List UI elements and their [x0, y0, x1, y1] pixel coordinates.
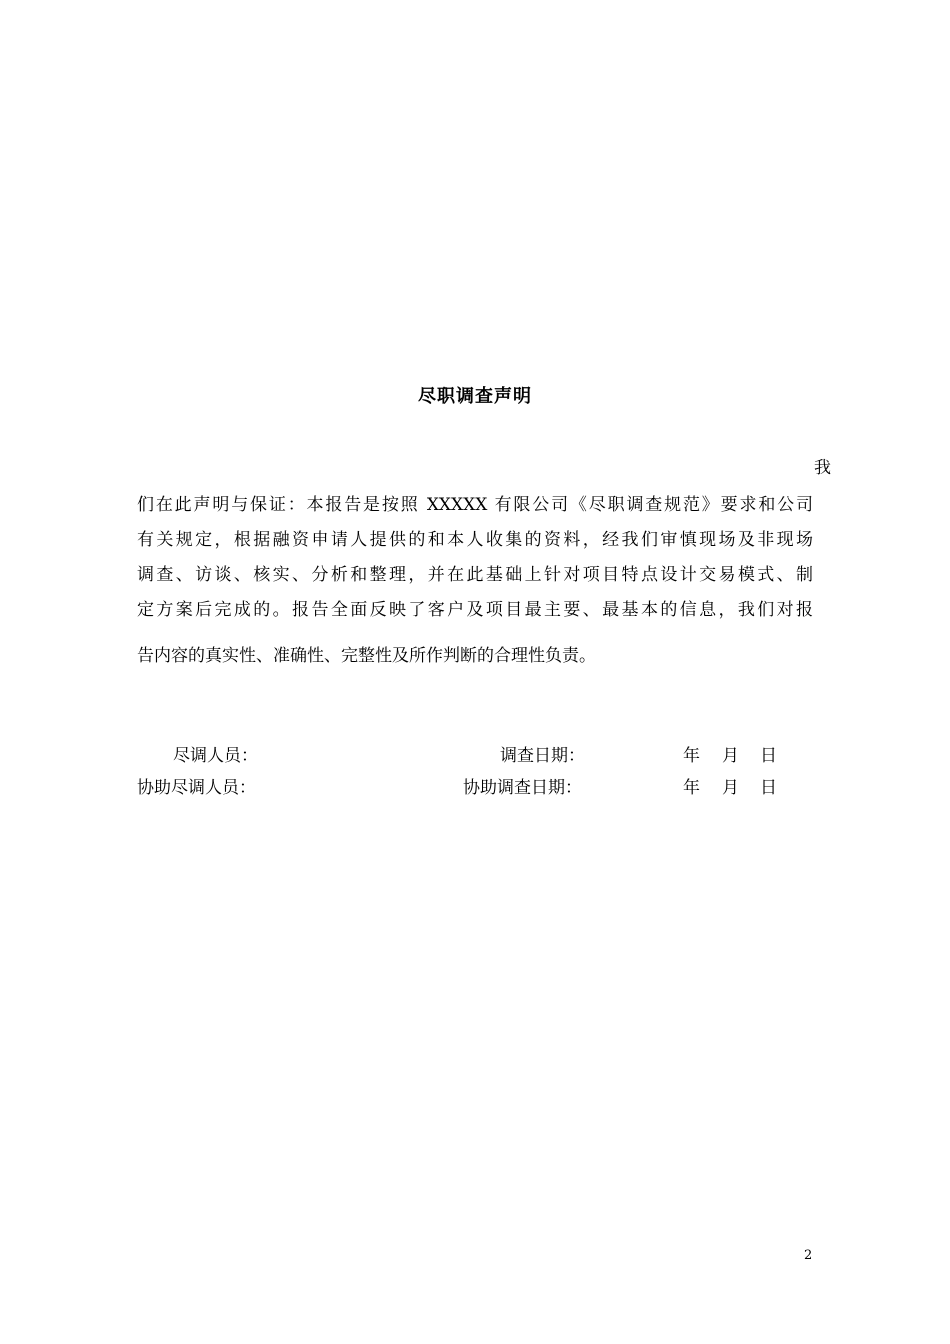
investigation-date-label: 调查日期： — [500, 746, 585, 766]
statement-first-char: 我 — [814, 458, 831, 478]
investigator-label: 尽调人员： — [173, 746, 258, 766]
statement-line: 们在此声明与保证：本报告是按照 XXXXX 有限公司《尽职调查规范》要求和公司 — [137, 495, 813, 515]
statement-line: 有关规定，根据融资申请人提供的和本人收集的资料，经我们审慎现场及非现场 — [137, 530, 813, 550]
year-label: 年 — [683, 778, 700, 798]
year-label: 年 — [683, 746, 700, 766]
statement-line: 调查、访谈、核实、分析和整理，并在此基础上针对项目特点设计交易模式、制 — [137, 565, 813, 585]
statement-line: 定方案后完成的。报告全面反映了客户及项目最主要、最基本的信息，我们对报 — [137, 600, 813, 620]
document-title: 尽职调查声明 — [418, 386, 532, 407]
day-label: 日 — [760, 778, 777, 798]
month-label: 月 — [722, 746, 739, 766]
statement-line: 告内容的真实性、准确性、完整性及所作判断的合理性负责。 — [137, 646, 596, 666]
assistant-investigator-label: 协助尽调人员： — [137, 778, 256, 798]
day-label: 日 — [760, 746, 777, 766]
month-label: 月 — [722, 778, 739, 798]
page-number: 2 — [804, 1248, 813, 1263]
assistant-investigation-date-label: 协助调查日期： — [463, 778, 582, 798]
